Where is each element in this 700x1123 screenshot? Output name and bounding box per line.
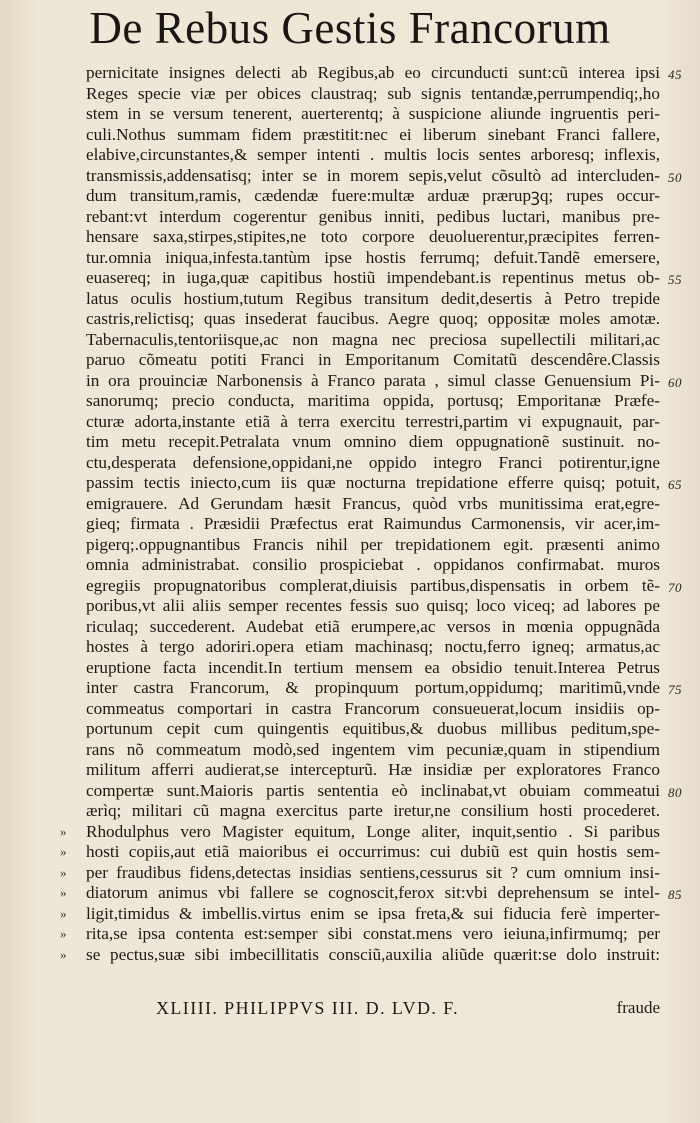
line-text: hostes à tergo adoriri.opera etiam machinasq; noctu,ferro igneq; armatus,ac	[86, 637, 660, 656]
line-text: poribus,vt alii aliis semper recentes fessis suo quisq; loco viceq; ad labores pe	[86, 596, 660, 615]
line-text: in ora prouinciæ Narbonensis à Franco parata , simul classe Genuensium Pi-	[86, 370, 660, 390]
line-text: rans nõ commeatum modò,sed ingentem vim pecuniæ,quam in stipendium	[86, 739, 660, 759]
line-text: inter castra Francorum, & propinquum portum,oppidumq; maritimũ,vnde	[86, 678, 660, 697]
line-text: ligit,timidus & imbellis.virtus enim se ipsa freta,& sui fiducia ferè imperter-	[86, 903, 660, 923]
text-line	[86, 145, 660, 166]
line-text: hosti copiis,aut etiã maioribus ei occurrimus: cui dubiũ est quin hostis sem-	[86, 842, 660, 861]
line-text: Reges specie viæ per obices claustraq; sub signis tentandæ,perrumpendiq;,ho	[86, 83, 660, 103]
line-text: culi.Nothus summam fidem præstitit:nec ei liberum sinebant Franci fallere,	[86, 124, 660, 144]
text-line	[86, 719, 660, 740]
margin-line-number: 80	[668, 784, 682, 800]
line-text: euasereq; in iuga,quæ capitibus hostiũ impendebant.is repentinus metus ob-	[86, 268, 660, 287]
line-text: latus oculis hostium,tutum Regibus transitum dedit,desertis à Petro trepide	[86, 288, 660, 308]
line-text: sanorumq; precio conducta, maritima oppida, portusq; Emporitanæ Præfe-	[86, 391, 660, 410]
line-text: rita,se ipsa contenta est:semper sibi constat.mens vero ieiuna,infirmumq; per	[86, 924, 660, 943]
line-text: ærìq; militari cũ magna exercitus parte iretur,ne consilium hosti procederet.	[86, 801, 660, 820]
quotation-mark: »	[60, 926, 67, 941]
catchword: fraude	[616, 998, 660, 1017]
text-line	[86, 166, 660, 187]
text-line	[86, 268, 660, 289]
quotation-mark: »	[60, 823, 67, 839]
text-line	[60, 944, 660, 966]
quotation-mark: »	[60, 905, 67, 921]
text-line	[86, 801, 660, 822]
text-line	[86, 63, 660, 84]
text-line	[86, 391, 660, 412]
margin-line-number: 55	[668, 272, 682, 287]
text-line	[60, 903, 660, 925]
margin-line-number: 70	[668, 579, 682, 595]
text-line	[86, 781, 660, 802]
text-line	[86, 104, 660, 125]
line-text: Tabernaculis,tentoriisque,ac non magna nec preciosa supellectili militari,ac	[86, 329, 660, 349]
text-line	[86, 330, 660, 351]
line-text: diatorum animus vbi fallere se cognoscit,ferox sit:vbi deprehensum se intel-	[86, 883, 660, 902]
page-header	[0, 0, 700, 58]
text-line	[86, 412, 660, 433]
text-line	[86, 473, 660, 494]
line-text: Rhodulphus vero Magister equitum, Longe aliter, inquit,sentio . Si paribus	[86, 821, 660, 841]
quotation-mark: »	[60, 864, 67, 880]
line-text: tur.omnia iniqua,infesta.tantùm ipse hostis ferrumq; defuit.Tandẽ emersere,	[86, 247, 660, 267]
line-text: transmissis,addensatisq; inter se in morem sepis,velut cõsultò ad intercluden-	[86, 165, 660, 185]
line-text: hensare saxa,stirpes,stipites,ne toto corpore deuoluerentur,præcipites ferren-	[86, 227, 660, 246]
signature-mark: XLIIII. PHILIPPVS III. D. LVD. F.	[156, 998, 460, 1018]
line-text: stem in se versum tenerent, auerterentq; à suspicione aliunde ingruentis peri-	[86, 104, 660, 123]
text-line	[86, 207, 660, 228]
line-text: omnia administrabat. consilio prospiciebat . oppidanos confirmabat. muros	[86, 555, 660, 574]
text-line	[60, 862, 660, 884]
text-line	[86, 760, 660, 781]
line-text: emigrauere. Ad Gerundam hæsit Francus, quòd vrbs munitissima erat,egre-	[86, 493, 660, 513]
text-line	[86, 637, 660, 658]
text-line	[86, 740, 660, 761]
text-line	[86, 453, 660, 474]
text-line	[86, 84, 660, 105]
text-line	[86, 699, 660, 720]
quotation-mark: »	[60, 885, 67, 900]
text-line	[86, 658, 660, 679]
line-text: elabive,circunstantes,& semper intenti . multis locis sentes arboresq; inflexis,	[86, 145, 660, 164]
text-line	[86, 227, 660, 248]
text-line	[86, 555, 660, 576]
text-line	[86, 535, 660, 556]
line-text: pigerq;.oppugnantibus Francis nihil per trepidationem egit. præsenti animo	[86, 534, 660, 554]
text-line	[86, 596, 660, 617]
text-line	[86, 350, 660, 371]
line-text: cturæ adorta,instante etiã à terra exercitu terrestri,partim vi expugnauit, par-	[86, 411, 660, 431]
text-line	[86, 678, 660, 699]
line-text: portunum cepit cum quingentis equitibus,& duobus millibus peditum,spe-	[86, 719, 660, 738]
margin-line-number: 45	[668, 67, 682, 82]
line-text: pernicitate insignes delecti ab Regibus,ab eo circunducti sunt:cũ interea ipsi	[86, 63, 660, 82]
text-line	[86, 309, 660, 330]
line-text: egregiis propugnatoribus complerat,diuisis partibus,dispensatis in orbem tẽ-	[86, 575, 660, 595]
text-line	[86, 186, 660, 207]
line-text: se pectus,suæ sibi imbecillitatis consciũ,auxilia aliũde quærit:se dolo instruit:	[86, 944, 660, 964]
text-line	[86, 248, 660, 269]
line-text: rebant:vt interdum cogerentur genibus inniti, pedibus luctari, manibus pre-	[86, 206, 660, 226]
text-line	[60, 821, 660, 843]
line-text: castris,relictisq; quas insederat faucibus. Aegre quoq; oppositæ moles amotæ.	[86, 309, 660, 328]
running-title: De Rebus Gestis Francorum	[89, 3, 611, 53]
body-text	[60, 63, 660, 965]
text-line	[86, 514, 660, 535]
text-line	[60, 883, 660, 904]
line-text: ctu,desperata defensione,oppidani,ne oppido integro Franci potirentur,igne	[86, 452, 660, 472]
text-line	[86, 371, 660, 392]
line-text: per fraudibus fidens,detectas insidias sentiens,cessurus sit ? cum omnium insi-	[86, 862, 660, 882]
margin-line-number: 50	[668, 169, 682, 185]
margin-line-number: 75	[668, 682, 682, 697]
text-line	[60, 842, 660, 863]
line-text: paruo cõmeatu potiti Franci in Emporitanum Comitatũ descendêre.Classis	[86, 350, 660, 369]
text-line	[86, 289, 660, 310]
text-line	[86, 125, 660, 146]
line-text: compertæ sunt.Maioris partis sententia eò inclinabat,vt obuiam commeatui	[86, 780, 660, 800]
line-text: dum transitum,ramis, cædendæ fuere:multæ arduæ prærupꝫq; rupes occur-	[86, 186, 660, 205]
line-text: commeatus comportari in castra Francorum consueuerat,locum insidiis op-	[86, 698, 660, 718]
text-line	[60, 924, 660, 945]
quotation-mark: »	[60, 946, 67, 962]
text-line	[86, 432, 660, 453]
margin-line-number: 85	[668, 887, 682, 902]
text-line	[86, 494, 660, 515]
line-text: militum afferri audierat,se intercepturũ. Hæ insidiæ per exploratores Franco	[86, 760, 660, 779]
line-text: gieq; firmata . Præsidii Præfectus erat Raimundus Carmonensis, vir acer,im-	[86, 514, 660, 533]
text-line	[86, 576, 660, 597]
line-text: riculaq; succederent. Audebat etiã erumpere,ac versos in mœnia oppugnãda	[86, 616, 660, 636]
line-text: tim metu recepit.Petralata vnum omnino diem oppugnationẽ sustinuit. no-	[86, 432, 660, 451]
margin-line-number: 65	[668, 477, 682, 492]
quotation-mark: »	[60, 844, 67, 859]
margin-line-number: 60	[668, 374, 682, 390]
page-footer	[86, 998, 660, 1020]
line-text: passim tectis iniecto,cum iis quæ nocturna trepidatione efferre quisq; potuit,	[86, 473, 660, 492]
line-text: eruptione facta incendit.In tertium mensem ea obsidio tenuit.Interea Petrus	[86, 657, 660, 677]
text-line	[86, 617, 660, 638]
